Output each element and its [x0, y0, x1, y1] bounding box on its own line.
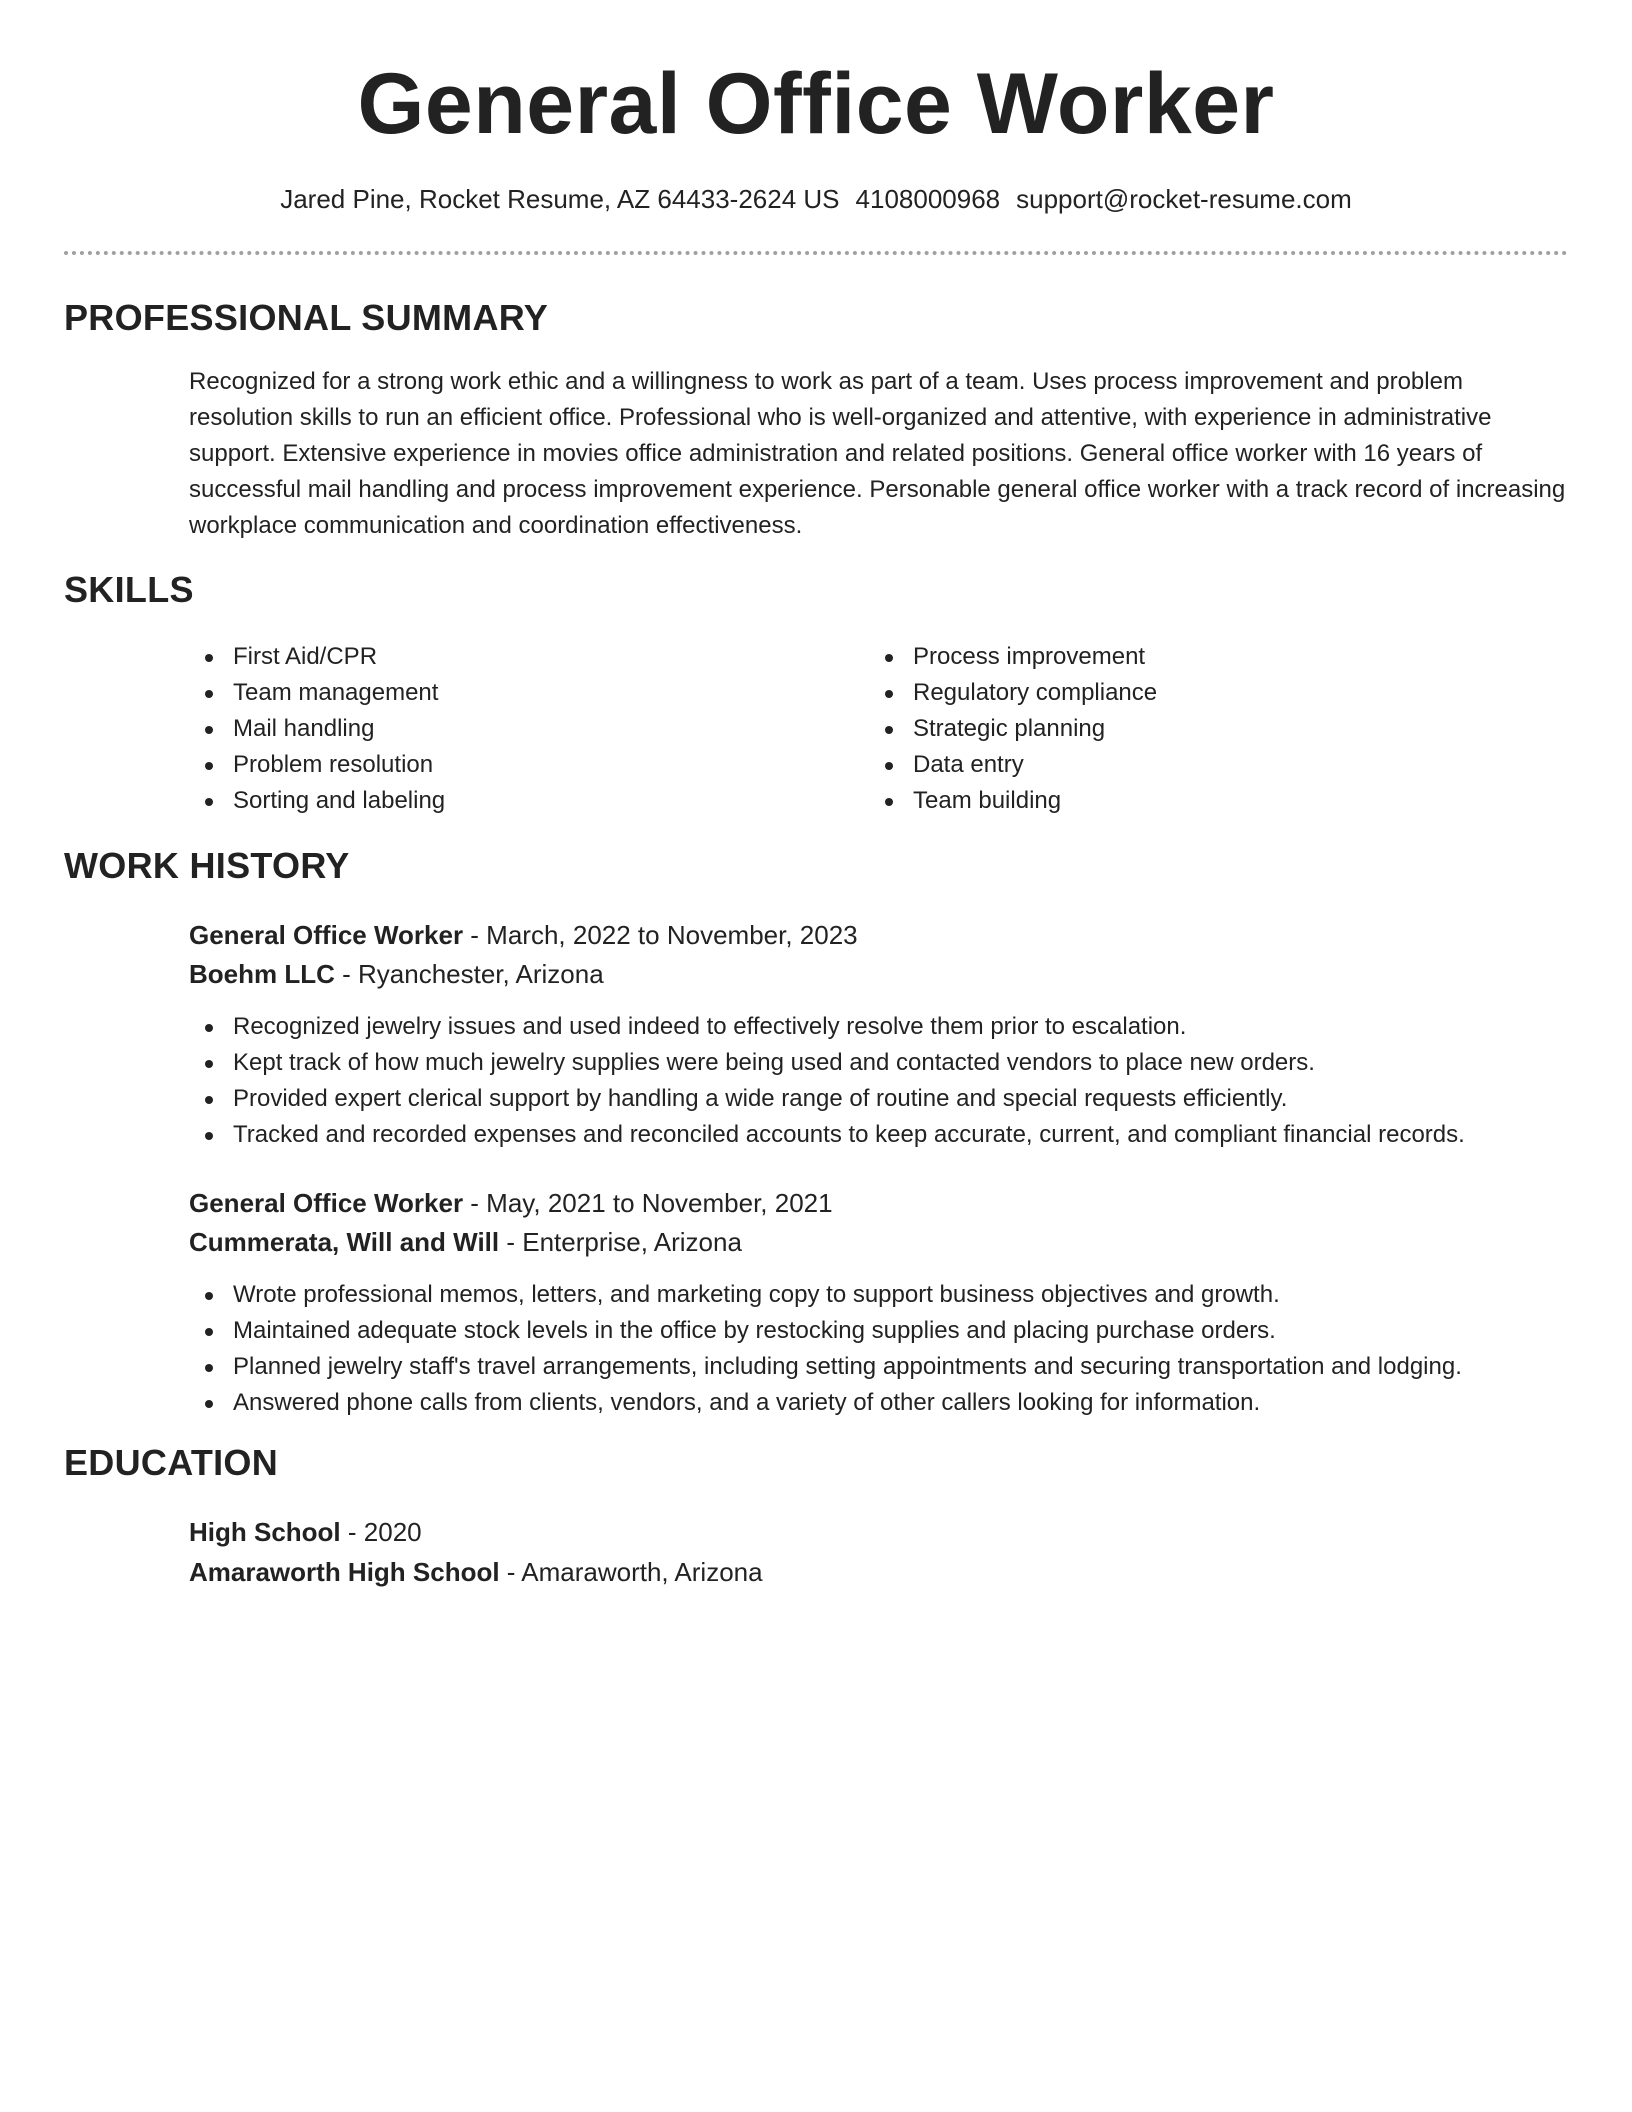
education-degree: High School [189, 1517, 341, 1547]
duty-item: Recognized jewelry issues and used indeed to effectively resolve them prior to escalation. [189, 1009, 1589, 1045]
resume-title: General Office Worker [357, 56, 1275, 152]
job-1-location: - Ryanchester, Arizona [334, 959, 604, 989]
job-1-role: General Office Worker [189, 920, 464, 950]
duty-item: Answered phone calls from clients, vendors, and a variety of other callers looking for information. [189, 1385, 1589, 1421]
job-2-company: Cummerata, Will and Will [189, 1227, 500, 1257]
job-1-company-line [189, 954, 604, 994]
header-divider [64, 251, 1568, 255]
contact-line [0, 180, 1632, 218]
skill-item: Regulatory compliance [869, 675, 1509, 711]
education-school: Amaraworth High School [189, 1557, 500, 1587]
job-2-dates: - May, 2021 to November, 2021 [463, 1188, 833, 1218]
duty-item: Planned jewelry staff's travel arrangements, including setting appointments and securing transportation and lodging. [189, 1349, 1589, 1385]
education-school-line [189, 1552, 763, 1592]
section-title-skills: SKILLS [64, 569, 194, 610]
skill-item: Data entry [869, 747, 1509, 783]
job-1-role-line [189, 915, 858, 955]
job-1-company: Boehm LLC [189, 959, 335, 989]
contact-email: support@rocket-resume.com [1016, 184, 1352, 214]
duty-item: Kept track of how much jewelry supplies were being used and contacted vendors to place new orders. [189, 1045, 1589, 1081]
section-title-education: EDUCATION [64, 1442, 279, 1483]
job-2-duties [189, 1277, 1589, 1421]
education-location: - Amaraworth, Arizona [499, 1557, 763, 1587]
duty-item: Provided expert clerical support by handling a wide range of routine and special requests efficiently. [189, 1081, 1589, 1117]
job-2-company-line [189, 1222, 742, 1262]
skill-item: First Aid/CPR [189, 639, 829, 675]
duty-item: Wrote professional memos, letters, and marketing copy to support business objectives and growth. [189, 1277, 1589, 1313]
section-title-work: WORK HISTORY [64, 845, 350, 886]
skill-item: Mail handling [189, 711, 829, 747]
skill-item: Sorting and labeling [189, 783, 829, 819]
section-title-summary: PROFESSIONAL SUMMARY [64, 297, 549, 338]
skills-list-left [189, 639, 829, 819]
skill-item: Problem resolution [189, 747, 829, 783]
duty-item: Maintained adequate stock levels in the office by restocking supplies and placing purchase orders. [189, 1313, 1589, 1349]
job-2-role: General Office Worker [189, 1188, 464, 1218]
education-degree-line [189, 1512, 422, 1552]
skill-item: Process improvement [869, 639, 1509, 675]
summary-text: Recognized for a strong work ethic and a willingness to work as part of a team. Uses process improvement and problem resolution skills to run an efficient office. Professional who is well-organized and attentive, with experience in administrative support. Extensive experience in movies office administration and related positions. General office worker with 16 years of successful mail handling and process improvement experience. Personable general office worker with a track record of increasing workplace communication and coordination effectiveness. [189, 368, 1566, 539]
job-1-dates: - March, 2022 to November, 2023 [463, 920, 858, 950]
job-2-location: - Enterprise, Arizona [499, 1227, 742, 1257]
job-1-duties [189, 1009, 1589, 1153]
skill-item: Team management [189, 675, 829, 711]
duty-item: Tracked and recorded expenses and reconciled accounts to keep accurate, current, and compliant financial records. [189, 1117, 1589, 1153]
contact-phone: 4108000968 [855, 184, 1001, 214]
skills-list-right [869, 639, 1509, 819]
skill-item: Team building [869, 783, 1509, 819]
education-year: - 2020 [340, 1517, 422, 1547]
job-2-role-line [189, 1183, 833, 1223]
contact-address: Jared Pine, Rocket Resume, AZ 64433-2624 US [280, 184, 840, 214]
skill-item: Strategic planning [869, 711, 1509, 747]
